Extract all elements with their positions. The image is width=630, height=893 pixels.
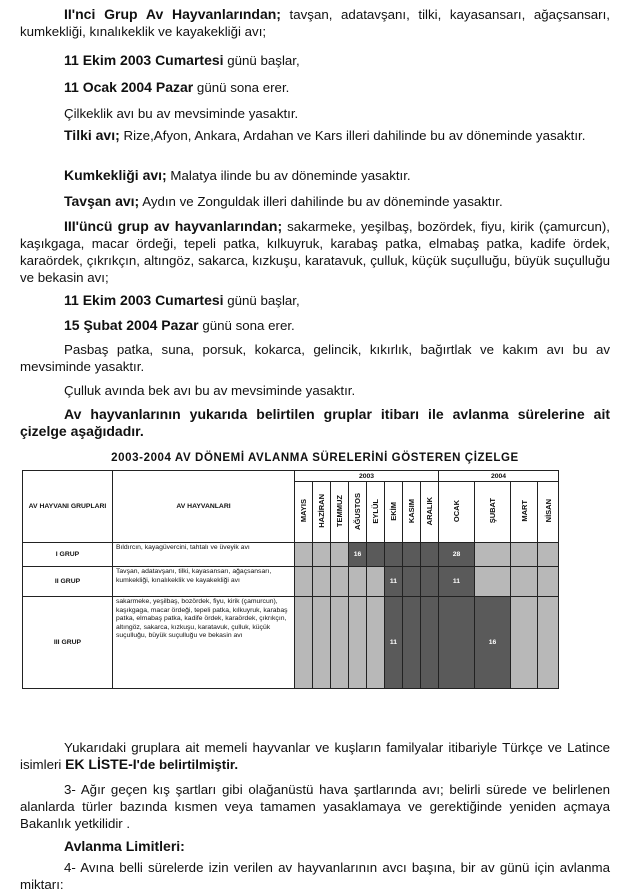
tilki-text: Rize,Afyon, Ankara, Ardahan ve Kars illeri dahilinde bu av döneminde yasaktır. (119, 128, 586, 143)
grup3-end-date: 15 Şubat 2004 Pazar (64, 317, 199, 333)
season-closed-cell (511, 597, 538, 689)
month-header (367, 482, 385, 543)
kumkekligi-heading: Kumkekliği avı; (64, 167, 167, 183)
season-closed-cell (367, 597, 385, 689)
season-end-marker: 28 (439, 543, 475, 567)
month-header (313, 482, 331, 543)
month-label: MAYIS (299, 499, 308, 523)
paragraph-grup2 (20, 6, 610, 40)
species-list: Tavşan, adatavşanı, tilki, kayasansarı, ağaçsansarı, kumkekliği, kınalıkeklik ve kayakekliği avı (113, 567, 295, 597)
season-closed-cell (511, 543, 538, 567)
season-closed-cell (367, 567, 385, 597)
season-closed-cell (511, 567, 538, 597)
month-label: HAZİRAN (317, 494, 326, 528)
season-closed-cell (475, 543, 511, 567)
season-open-cell (403, 567, 421, 597)
pasbas-paragraph: Pasbaş patka, suna, porsuk, kokarca, gelincik, kıkırlık, bağırtlak ve kakım avı bu av mevsiminde yasaktır. (20, 342, 610, 374)
culluk-line: Çulluk avında bek avı bu av mevsiminde yasaktır. (64, 383, 356, 398)
season-open-cell (367, 543, 385, 567)
season-closed-cell (349, 567, 367, 597)
group-name: I GRUP (23, 543, 113, 567)
species-list: sakarmeke, yeşilbaş, bozördek, fiyu, kirik (çamurcun), kaşıkgaga, macar ördeği, tepeli patka, kılkuyruk, karabaş patka, elmabaş patka, kadife ördek, karaördek, çıkrıkçın, altıngöz, sakarca, kızkuşu, karatavuk, çulluk, küçük suçulluğu, büyük suçulluğu ve bekasin avı (113, 597, 295, 689)
month-label: EYLÜL (371, 498, 380, 524)
month-header (439, 482, 475, 543)
season-open-cell (385, 543, 403, 567)
month-header (385, 482, 403, 543)
yukaridaki-text: Yukarıdaki gruplara ait memeli hayvanlar ve kuşların familyalar itibariyle Türkçe ve Latince isimleri (20, 740, 610, 772)
season-closed-cell (295, 543, 313, 567)
season-closed-cell (331, 597, 349, 689)
season-end-marker: 16 (475, 597, 511, 689)
month-header (349, 482, 367, 543)
month-header (331, 482, 349, 543)
chart-row (23, 567, 559, 597)
month-label: MART (519, 500, 529, 522)
cizelge-intro: Av hayvanlarının yukarıda belirtilen gruplar itibarı ile avlanma sürelerine ait çizelge aşağıdadır. (20, 406, 610, 439)
month-label: ARALIK (425, 496, 434, 526)
grup3-text: sakarmeke, yeşilbaş, bozördek, fiyu, kirik (çamurcun), kaşıkgaga, macar ördeği, tepeli patka, kılkuyruk, karabaş patka, elmabaş patka, kadife ördek, karaördek, çıkrıkçın, altıngöz, sakarca, kızkuşu, karatavuk, çulluk, küçük suçulluğu, büyük suçulluğu ve bekasin avı; (20, 219, 610, 285)
season-closed-cell (538, 597, 559, 689)
yukaridaki-suffix: 'de belirtilmiştir. (136, 757, 239, 772)
paragraph-kumkekligi (20, 167, 610, 184)
season-closed-cell (331, 567, 349, 597)
grup3-end-suffix: günü sona erer. (198, 318, 295, 333)
group-name: III GRUP (23, 597, 113, 689)
chart-row (23, 543, 559, 567)
month-label: NİSAN (543, 499, 553, 523)
chart-title: 2003-2004 AV DÖNEMİ AVLANMA SÜRELERİNİ GÖSTEREN ÇİZELGE (111, 452, 519, 464)
season-closed-cell (349, 597, 367, 689)
grup2-end-suffix: günü sona erer. (193, 80, 290, 95)
grup2-start-line (20, 52, 610, 69)
month-label: ŞUBAT (488, 498, 497, 524)
grup2-end-line (20, 79, 610, 96)
season-closed-cell (313, 567, 331, 597)
season-start-marker: 16 (349, 543, 367, 567)
chart-body (23, 543, 559, 689)
col-header-group: AV HAYVANI GRUPLARI (23, 471, 113, 543)
month-header (295, 482, 313, 543)
season-open-cell (403, 597, 421, 689)
chart-year-row (23, 471, 559, 482)
month-header (403, 482, 421, 543)
month-label: OCAK (452, 499, 461, 523)
paragraph-grup3 (20, 218, 610, 286)
grup3-start-suffix: günü başlar, (223, 293, 300, 308)
tavsan-text: Aydın ve Zonguldak illeri dahilinde bu av döneminde yasaktır. (139, 194, 503, 209)
kumkekligi-text: Malatya ilinde bu av döneminde yasaktır. (166, 168, 411, 183)
month-label: AĞUSTOS (353, 492, 362, 530)
season-closed-cell (295, 567, 313, 597)
season-closed-cell (538, 567, 559, 597)
season-open-cell (421, 567, 439, 597)
yukaridaki-paragraph (20, 739, 610, 773)
grup3-start-line (20, 292, 610, 309)
month-header (538, 482, 559, 543)
avlanma-limitleri-heading: Avlanma Limitleri: (64, 838, 185, 854)
season-closed-cell (313, 597, 331, 689)
month-label: EKİM (389, 501, 398, 521)
paragraph-tavsan (20, 193, 610, 210)
cilkeklik-line: Çilkeklik avı bu av mevsiminde yasaktır. (64, 106, 299, 121)
season-open-cell (403, 543, 421, 567)
col-header-species: AV HAYVANLARI (113, 471, 295, 543)
season-open-cell (421, 543, 439, 567)
species-list: Bıldırcın, kayagüvercini, tahtalı ve üveyik avı (113, 543, 295, 567)
paragraph-tilki (20, 127, 610, 144)
grup3-end-line (20, 317, 610, 334)
madde3-paragraph (20, 781, 610, 832)
season-closed-cell (538, 543, 559, 567)
season-open-cell (439, 597, 475, 689)
grup2-start-date: 11 Ekim 2003 Cumartesi (64, 52, 224, 68)
season-closed-cell (313, 543, 331, 567)
month-label: KASIM (407, 498, 416, 524)
season-closed-cell (331, 543, 349, 567)
grup3-start-date: 11 Ekim 2003 Cumartesi (64, 292, 224, 308)
grup2-heading: II'nci Grup Av Hayvanlarından; (64, 6, 281, 22)
season-chart (22, 470, 559, 689)
month-header (475, 482, 511, 543)
year-2003: 2003 (295, 471, 439, 482)
grup2-end-date: 11 Ocak 2004 Pazar (64, 79, 194, 95)
grup2-text: tavşan, adatavşanı, tilki, kayasansarı, ağaçsansarı, kumkekliği, kınalıkeklik ve kayakekliği avı; (20, 7, 610, 39)
year-2004: 2004 (439, 471, 559, 482)
season-closed-cell (475, 567, 511, 597)
month-label: TEMMUZ (335, 494, 344, 528)
ek-liste-label: EK LİSTE-I (65, 756, 137, 772)
madde4-paragraph: 4- Avına belli sürelerde izin verilen av hayvanlarının avcı başına, bir av günü için avlanma miktarı: (20, 860, 610, 892)
madde3-text: 3- Ağır geçen kış şartları gibi olağanüstü hava şartlarında avı; belirli sürede ve belirlenen alanlarda türler bazında kısmen veya tamamen yasaklamaya ve gerektiğinde yeniden açmaya Bakanlık yetkilidir . (20, 782, 610, 831)
season-start-marker: 11 (385, 597, 403, 689)
tavsan-heading: Tavşan avı; (64, 193, 140, 209)
season-start-marker: 11 (385, 567, 403, 597)
season-end-marker: 11 (439, 567, 475, 597)
grup3-heading: III'üncü grup av hayvanlarından; (64, 218, 283, 234)
season-open-cell (421, 597, 439, 689)
month-header (511, 482, 538, 543)
chart-row (23, 597, 559, 689)
tilki-heading: Tilki avı; (64, 127, 120, 143)
month-header (421, 482, 439, 543)
grup2-start-suffix: günü başlar, (223, 53, 300, 68)
season-closed-cell (295, 597, 313, 689)
group-name: II GRUP (23, 567, 113, 597)
